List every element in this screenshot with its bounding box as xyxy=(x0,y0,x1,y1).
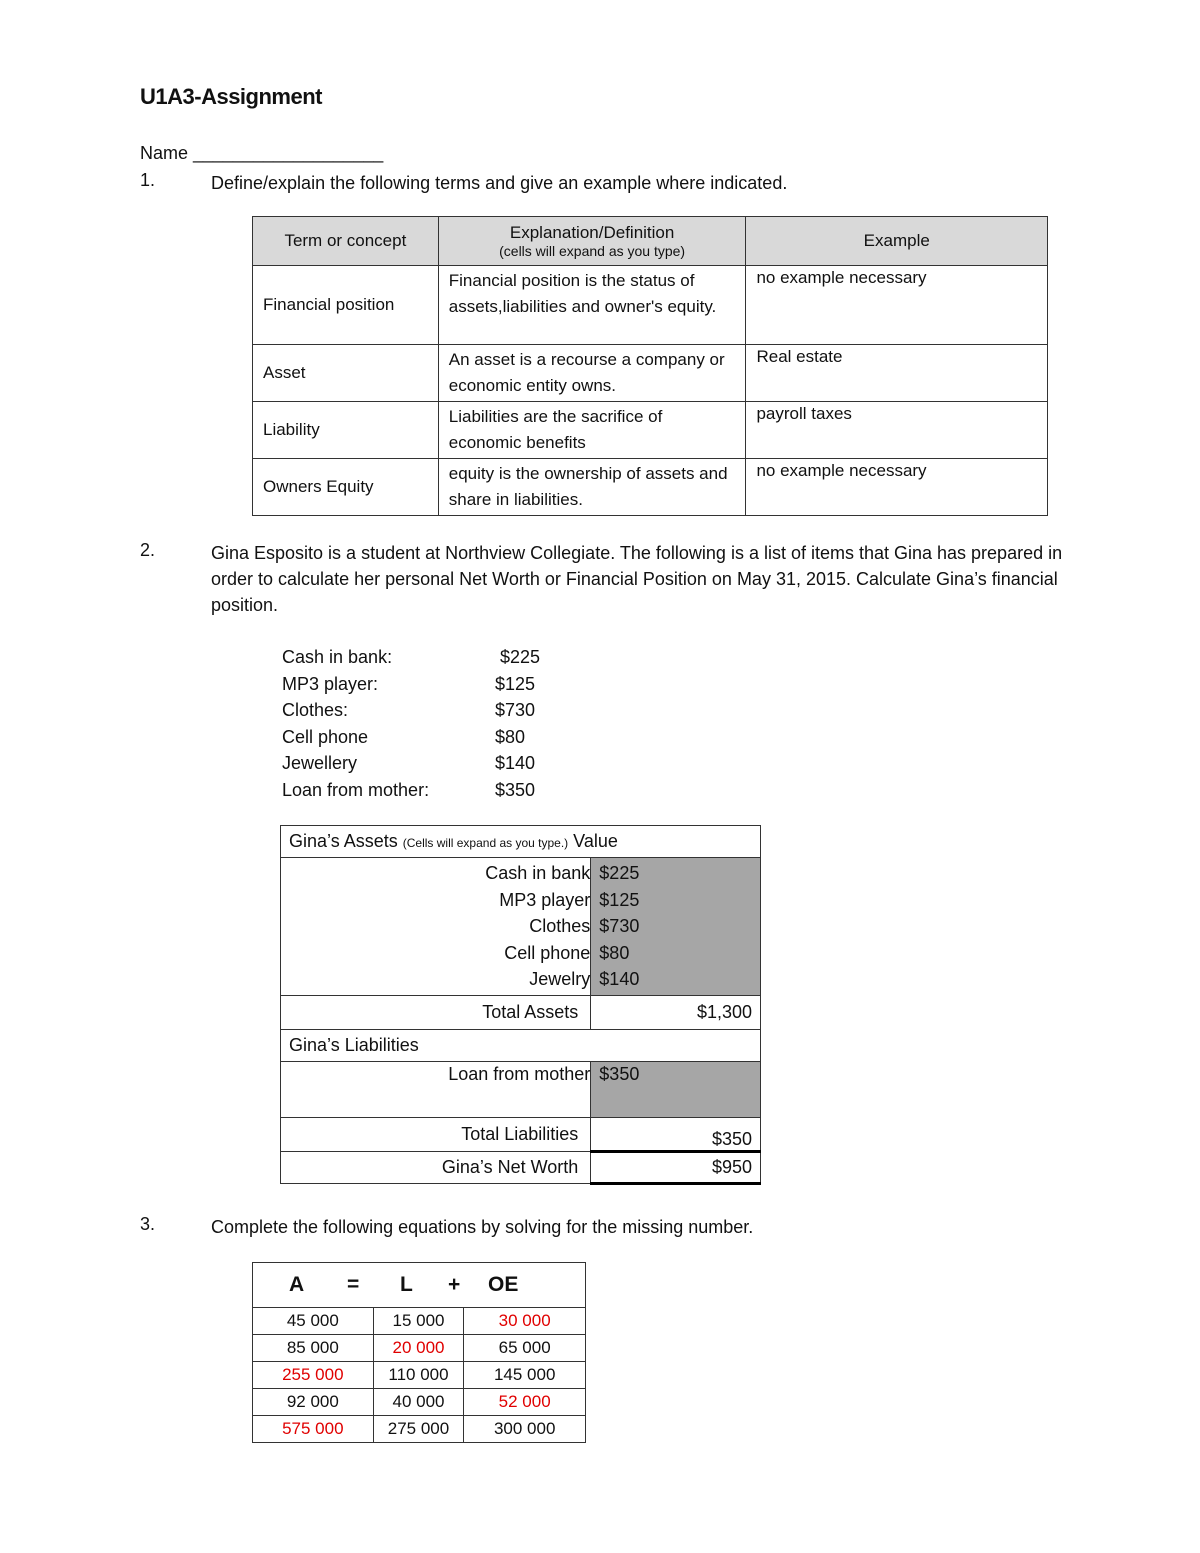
asset-value: $80 xyxy=(599,942,630,963)
item-label: MP3 player: xyxy=(282,673,379,694)
item-value: $125 xyxy=(495,673,536,694)
item-label: Clothes: xyxy=(282,700,349,720)
oe-cell[interactable]: 65 000 xyxy=(464,1335,586,1362)
item-value: $225 xyxy=(495,647,541,667)
term-cell: Owners Equity xyxy=(253,459,439,516)
header-eq: = xyxy=(347,1273,360,1296)
term-cell: Financial position xyxy=(253,266,439,345)
list-item xyxy=(282,750,540,777)
list-item xyxy=(282,777,540,804)
asset-label: Jewelry xyxy=(529,969,591,989)
q1-number: 1. xyxy=(140,170,156,190)
l-cell[interactable]: 20 000 xyxy=(373,1335,464,1362)
net-worth-row xyxy=(281,1151,761,1183)
definition-cell[interactable]: An asset is a recourse a company or economic entity owns. xyxy=(438,345,746,402)
table-row xyxy=(253,1362,586,1389)
equations-table xyxy=(252,1262,586,1443)
q1-text: Define/explain the following terms and give an example where indicated. xyxy=(211,173,788,193)
table-row xyxy=(253,459,1048,516)
item-value: $80 xyxy=(495,726,526,747)
item-label: Jewellery xyxy=(282,753,358,773)
a-cell[interactable]: 45 000 xyxy=(253,1308,374,1335)
total-liabilities-label: Total Liabilities xyxy=(281,1117,591,1151)
total-liabilities-row xyxy=(281,1117,761,1151)
header-a: A xyxy=(289,1273,305,1296)
asset-values-cell[interactable] xyxy=(591,858,761,996)
table-row xyxy=(253,345,1048,402)
q2-number: 2. xyxy=(140,540,156,560)
l-cell[interactable]: 15 000 xyxy=(373,1308,464,1335)
asset-value: $125 xyxy=(599,889,640,910)
page-title: U1A3-Assignment xyxy=(140,84,322,109)
list-item xyxy=(282,724,540,751)
term-header: Term or concept xyxy=(253,217,439,266)
assets-note: (Cells will expand as you type.) xyxy=(402,836,569,850)
equation-header xyxy=(253,1263,586,1308)
example-cell[interactable]: no example necessary xyxy=(746,459,1048,516)
l-cell[interactable]: 275 000 xyxy=(373,1416,464,1443)
a-cell[interactable]: 85 000 xyxy=(253,1335,374,1362)
list-item xyxy=(282,644,540,671)
example-cell[interactable]: payroll taxes xyxy=(746,402,1048,459)
l-cell[interactable]: 110 000 xyxy=(373,1362,464,1389)
example-cell[interactable]: no example necessary xyxy=(746,266,1048,345)
term-cell: Asset xyxy=(253,345,439,402)
asset-labels-cell xyxy=(281,858,591,996)
explanation-header-label: Explanation/Definition xyxy=(509,223,675,242)
q3-text: Complete the following equations by solving for the missing number. xyxy=(211,1217,754,1237)
item-label: Cell phone xyxy=(282,726,369,747)
table-row xyxy=(253,266,1048,345)
liability-value[interactable]: $350 xyxy=(591,1061,761,1117)
name-line: Name ___________________ xyxy=(140,143,384,163)
definition-cell[interactable]: Financial position is the status of assets,liabilities and owner's equity. xyxy=(438,266,746,345)
total-liabilities-value[interactable]: $350 xyxy=(591,1117,761,1151)
list-item xyxy=(282,671,540,698)
table-row xyxy=(253,1389,586,1416)
a-cell[interactable]: 92 000 xyxy=(253,1389,374,1416)
table-row xyxy=(253,1335,586,1362)
assets-list-row xyxy=(281,858,761,996)
terms-table xyxy=(252,216,1048,516)
example-header: Example xyxy=(746,217,1048,266)
liability-label: Loan from mother xyxy=(281,1061,591,1117)
explanation-header xyxy=(438,217,746,266)
net-worth-label: Gina’s Net Worth xyxy=(281,1151,591,1183)
q3-number: 3. xyxy=(140,1214,156,1234)
asset-value: $730 xyxy=(599,916,640,936)
oe-cell[interactable]: 52 000 xyxy=(464,1389,586,1416)
total-assets-value[interactable]: $1,300 xyxy=(591,995,761,1029)
item-value: $730 xyxy=(495,700,536,720)
terms-header-row xyxy=(253,217,1048,266)
total-assets-row xyxy=(281,995,761,1029)
header-l: L xyxy=(400,1273,413,1296)
header-plus: + xyxy=(448,1273,461,1296)
value-header: Value xyxy=(573,831,618,851)
items-list xyxy=(282,644,540,803)
definition-cell[interactable]: equity is the ownership of assets and share in liabilities. xyxy=(438,459,746,516)
item-value: $350 xyxy=(495,779,536,800)
asset-label: MP3 player xyxy=(499,889,591,910)
a-cell[interactable]: 575 000 xyxy=(253,1416,374,1443)
assets-header: Gina’s Assets xyxy=(289,831,398,851)
liability-row xyxy=(281,1061,761,1117)
header-oe: OE xyxy=(488,1273,519,1296)
assets-header-row xyxy=(281,826,761,858)
item-value: $140 xyxy=(495,753,536,773)
item-label: Cash in bank: xyxy=(282,647,393,667)
asset-value: $140 xyxy=(599,969,640,989)
definition-cell[interactable]: Liabilities are the sacrifice of economic benefits xyxy=(438,402,746,459)
explanation-header-note: (cells will expand as you type) xyxy=(499,243,686,259)
q2-text: Gina Esposito is a student at Northview Collegiate. The following is a list of items that Gina has prepared in order to calculate her personal Net Worth or Financial Position on May 31, 2015. Calculate Gina’s financial position. xyxy=(211,543,1063,615)
asset-label: Cash in bank xyxy=(485,863,591,883)
assets-header-cell xyxy=(281,826,761,858)
equations-header-row xyxy=(253,1263,586,1308)
net-worth-value[interactable]: $950 xyxy=(591,1151,761,1183)
asset-label: Cell phone xyxy=(504,942,591,963)
l-cell[interactable]: 40 000 xyxy=(373,1389,464,1416)
term-cell: Liability xyxy=(253,402,439,459)
table-row xyxy=(253,1308,586,1335)
table-row xyxy=(253,402,1048,459)
oe-cell[interactable]: 300 000 xyxy=(464,1416,586,1443)
a-cell[interactable]: 255 000 xyxy=(253,1362,374,1389)
item-label: Loan from mother: xyxy=(282,779,430,800)
table-row xyxy=(253,1416,586,1443)
oe-cell[interactable]: 30 000 xyxy=(464,1308,586,1335)
net-worth-table xyxy=(280,825,761,1185)
list-item xyxy=(282,697,540,724)
example-cell[interactable]: Real estate xyxy=(746,345,1048,402)
equations-body xyxy=(253,1308,586,1443)
liabilities-header-row xyxy=(281,1029,761,1061)
oe-cell[interactable]: 145 000 xyxy=(464,1362,586,1389)
liabilities-header: Gina’s Liabilities xyxy=(281,1029,761,1061)
asset-label: Clothes xyxy=(529,916,591,936)
total-assets-label: Total Assets xyxy=(281,995,591,1029)
asset-value: $225 xyxy=(599,863,640,883)
